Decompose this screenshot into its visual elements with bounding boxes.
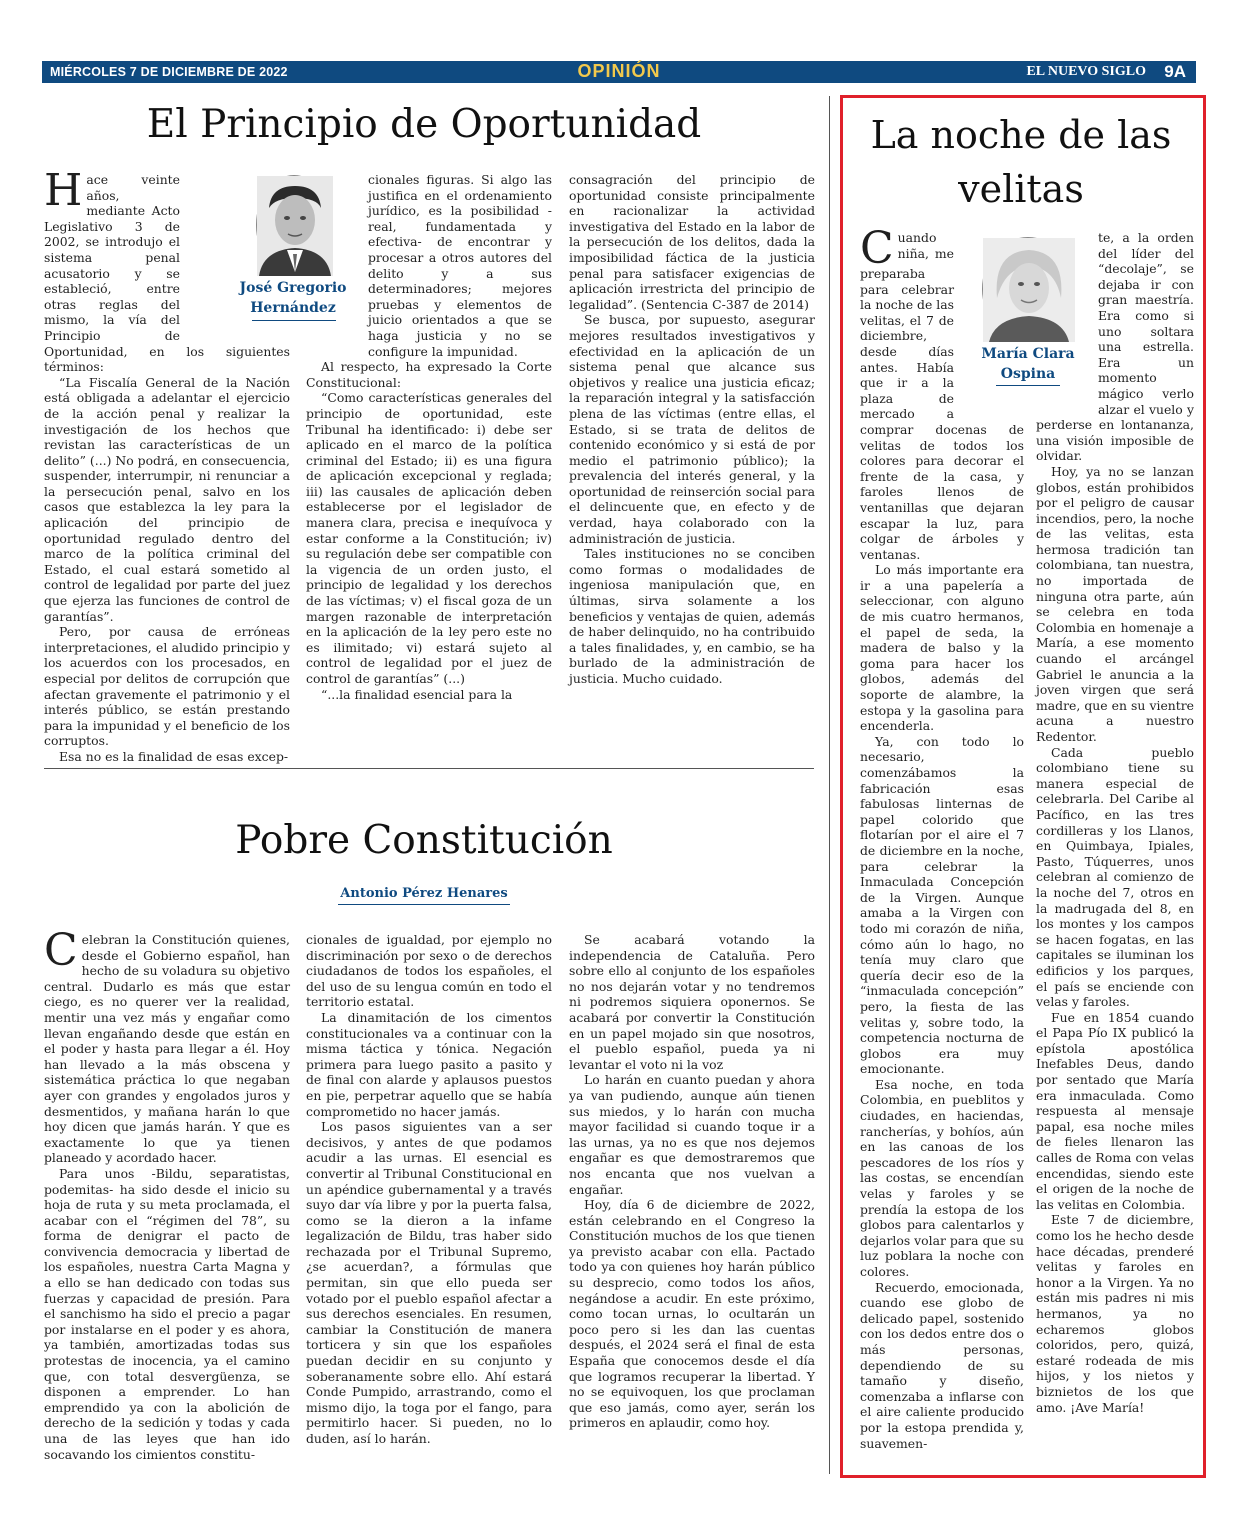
page-number: 9A — [1164, 62, 1186, 81]
paragraph: Recuerdo, emocionada, cuando ese globo de delicado papel, sostenido con los dedos entre dos o más personas, dependiendo de su tamaño y diseño, comenzaba a inflarse con el aire caliente producido por la estopa prendida y, suavemen- — [860, 1279, 1024, 1451]
drop-cap: C — [44, 925, 78, 976]
paragraph: Tales instituciones no se conciben como formas o modalidades de ingeniosa manipulación que, en últimas, sirva solamente a los beneficios y ventajas de quien, además de haber delinquido, no ha contribuido a tales finalidades, y, en cambio, se ha burlado de la administración de justicia. Mucho cuidado. — [569, 546, 815, 686]
paragraph: Cada pueblo colombiano tiene su manera especial de celebrarla. Del Caribe al Pacífico, en las tres cordilleras y los Llanos, en Quimbaya, Ipiales, Pasto, Túquerres, unos celebran al comienzo de la noche del 7, otros en la madrugada del 8, en los montes y los campos se hacen fogatas, en las capitales se iluminan los edificios y los parques, el país se enciende con velas y faroles. — [1036, 744, 1194, 1010]
newspaper-name: EL NUEVO SIGLO — [1026, 64, 1146, 79]
paragraph: Fue en 1854 cuando el Papa Pío IX publicó la epístola apostólica Inefables Deus, dando por sentado que María era inmaculada. Como respuesta al mensaje papal, esa noche miles de fieles llenaron las calles de Roma con velas encendidas, siendo este el origen de la noche de las velitas en Colombia. — [1036, 1009, 1194, 1212]
paragraph: Al respecto, ha expresado la Corte Constitucional: — [306, 359, 552, 390]
article3-column-1 — [860, 223, 1024, 1466]
article2-column-2 — [306, 932, 552, 1474]
paragraph: cionales de igualdad, por ejemplo no discriminación por sexo o de derechos ciudadanos de todos los españoles, el del uso de su lengua común en todo el territorio estatal. — [306, 932, 552, 1010]
paragraph: Se busca, por supuesto, asegurar mejores resultados investigativos y efectividad en la aplicación de un sistema penal que alcance sus objetivos y realice una justicia eficaz; la reparación integral y la satisfacción plena de las víctimas (entre ellas, el Estado, si se trata de delitos de contenido económico y si está de por medio el patrimonio público); la prevalencia del interés general, y la oportunidad de reinserción social para el delincuente que, en efecto y de verdad, haya colaborado con la administración de justicia. — [569, 312, 815, 546]
paragraph: Hoy, ya no se lanzan globos, están prohibidos por el peligro de causar incendios, pero, la noche de las velitas, esta hermosa tradición tan colombiana, tan nuestra, no importada de ninguna otra parte, aún se celebra en toda Colombia en homenaje a María, a ese momento cuando el arcángel Gabriel le anuncia a la joven virgen que será madre, que en su vientre acuna a nuestro Redentor. — [1036, 463, 1194, 744]
article1-column-1 — [44, 165, 290, 764]
article-title: El Principio de Oportunidad — [146, 102, 702, 147]
author-byline: José Gregorio Hernández — [239, 280, 347, 316]
author-byline: María Clara Ospina — [981, 346, 1075, 382]
paragraph: Lo más importante era ir a una papelería a seleccionar, con alguno de mis cuatro hermanos, el papel de seda, la madera de balso y la goma para hacer los globos, además del soporte de alambre, la estopa y la gasolina para encenderla. — [860, 562, 1024, 734]
paragraph: cionales figuras. Si algo las justifica en el ordenamiento jurídico, es la posibilidad -real, fundamentada y efectiva- de encontrar y procesar a otros autores del delito y a sus determinadores; mejores pruebas y elementos de juicio orientados a que se haga justicia y no se configure la impunidad. — [368, 172, 552, 359]
drop-cap: H — [44, 165, 83, 216]
paragraph: “La Fiscalía General de la Nación está obligada a adelantar el ejercicio de la acción penal y realizar la investigación de los hechos que revistan las características de un delito” (...) No podrá, en consecuencia, suspender, interrumpir, ni renunciar a la persecución penal, salvo en los casos que establezca la ley para la aplicación del principio de oportunidad regulado dentro del marco de la política criminal del Estado, el cual estará sometido al control de legalidad por parte del juez que ejerza las funciones de control de garantías”. — [44, 374, 290, 624]
article-divider — [44, 768, 814, 769]
byline-underline — [338, 904, 510, 905]
paragraph: consagración del principio de oportunidad consiste principalmente en racionalizar la actividad investigativa del Estado en la labor de la persecución de los delitos, dada la imposibilidad fáctica de la justicia penal para satisfacer exigencias de aplicación irrestricta del principio de legalidad”. (Sentencia C-387 de 2014) — [569, 172, 815, 312]
article2-column-3 — [569, 932, 815, 1474]
paragraph: Hace veinte años, mediante Acto Legislativo 3 de 2002, se introdujo el sistema penal acusatorio y se estableció, entre otras reglas del mismo, la vía del Principio de Oportunidad, en los siguientes términos: — [44, 165, 290, 375]
paragraph: Ya, con todo lo necesario, comenzábamos la fabricación esas fabulosas linternas de papel colorido que flotarían por el aire el 7 de diciembre en la noche, para celebrar la Inmaculada Concepción de la Virgen. Aunque amaba a la Virgen con todo mi corazón de niña, cómo aún lo hago, no tenía muy claro que quería decir eso de la “inmaculada concepción” pero, la fiesta de las velitas y, sobre todo, la competencia nocturna de globos era muy emocionante. — [860, 733, 1024, 1077]
paragraph: Esa no es la finalidad de esas excep- — [59, 748, 289, 764]
paragraph: Pero, por causa de erróneas interpretaciones, el aludido principio y los acuerdos con los procesados, en especial por delitos de corrupción que afectan gravemente el patrimonio y el interés público, se están prestando para la impunidad y el beneficio de los corruptos. — [44, 624, 290, 749]
paragraph: Lo harán en cuanto puedan y ahora ya van pudiendo, aunque aún tienen sus miedos, y lo harán con mucha mayor facilidad si cuando toque ir a las urnas, ya no es que nos dejemos engañar es que demostraremos que nos encanta que nos vuelvan a engañar. — [569, 1072, 815, 1197]
section-title: OPINIÓN — [577, 61, 661, 81]
drop-cap: C — [860, 223, 894, 274]
paragraph: Los pasos siguientes van a ser decisivos, y antes de que podamos acudir a las urnas. El esencial es convertir al Tribunal Constitucional en un apéndice gubernamental y a través suyo dar vía libre y por la puerta falsa, como se la dieron a la infame legalización de Bildu, tras haber sido rechazada por el Tribunal Supremo, ¿se acuerdan?, a fórmulas que permitan, sin que ello pueda ser votado por el pueblo español afectar a sus derechos esenciales. En resumen, cambiar la Constitución de manera torticera y sin que los españoles puedan decidir en su conjunto y soberanamente sobre ello. Ahí estará Conde Pumpido, arrastrando, como el mismo dijo, la toga por el fango, para permitirlo hacer. Si pueden, no lo duden, así lo harán. — [306, 1119, 552, 1446]
paragraph: Se acabará votando la independencia de Cataluña. Pero sobre ello al conjunto de los españoles no nos dejarán votar y no tendremos ni podremos siquiera oponernos. Se acabará por convertir la Constitución en un papel mojado sin que nosotros, el pueblo español, pueda ya ni levantar el voto ni la voz — [569, 932, 815, 1072]
column-divider — [829, 96, 830, 1474]
article2-column-1 — [44, 925, 290, 1474]
article-title: Pobre Constitución — [235, 818, 613, 863]
paragraph: Para unos -Bildu, separatistas, podemitas- ha sido desde el inicio su hoja de ruta y su meta proclamada, el acabar con el “régimen del 78”, su forma de denigrar el pacto de convivencia democracia y libertad de los españoles, nuestra Carta Magna y a ello se han dedicado con todas sus fuerzas y capacidad de presión. Para el sanchismo ha sido el precio a pagar por instalarse en el poder y es ahora, ya también, amortizadas todas sus protestas de inocencia, ya el camino que, con total desvergüenza, se disponen a emprender. Lo han emprendido ya con la abolición de derecho de la sedición y todas y cada una de las leyes que han ido socavando los cimientos constitu- — [44, 1165, 290, 1462]
paragraph: La dinamitación de los cimentos constitucionales va a continuar con la misma táctica y tónica. Negación primera para luego pasito a pasito y de final con alarde y aplausos puestos en pie, perpetrar aquello que se había comprometido no hacer jamás. — [306, 1009, 552, 1119]
paragraph: Este 7 de diciembre, como los he hecho desde hace décadas, prenderé velitas y faroles en honor a la Virgen. Ya no están mis padres ni mis hermanos, ya no echaremos globos coloridos, pero, quizá, estaré rodeada de mis hijos, y los nietos y biznietos de los que amo. ¡Ave María! — [1036, 1212, 1194, 1415]
paragraph: Cuando niña, me preparaba para celebrar la noche de las velitas, el 7 de diciembre, desde días antes. Había que ir a la plaza de mercado a comprar docenas de velitas de todos los colores para decorar el frente de la casa, y faroles llenos de ventanillas que dejaran escapar la luz, para colgar de árboles y ventanas. — [860, 223, 1024, 562]
paragraph: Esa noche, en toda Colombia, en pueblitos y ciudades, en haciendas, rancherías, y bohíos, aún en las canoas de los pescadores de los ríos y las costas, se encendían velas y faroles y se prendía la estopa de los globos para calentarlos y dejarlos volar para que su luz poblara la noche con colores. — [860, 1076, 1024, 1279]
paragraph: “Como características generales del principio de oportunidad, este Tribunal ha identificado: i) debe ser aplicado en el marco de la política criminal del Estado; ii) es una figura de aplicación excepcional y reglada; iii) las causales de aplicación deben establecerse por el legislador de manera clara, precisa e inequívoca y estar conforme a la Constitución; iv) su regulación debe ser compatible con la vigencia de un orden justo, el principio de legalidad y los derechos de las víctimas; v) el fiscal goza de un margen razonable de interpretación en la aplicación de la ley pero este no es ilimitado; vi) estará sujeto al control de legalidad por el juez de control de garantías” (...) — [306, 390, 552, 686]
article1-column-2 — [306, 172, 552, 732]
paragraph: te, a la orden del líder del “decolaje”, se dejaba ir con gran maestría. Era como si uno soltara una estrella. Era un momento mágico verlo alzar el vuelo y perderse en lontananza, una visión imposible de olvidar. — [1036, 230, 1194, 464]
article1-column-3 — [569, 172, 815, 732]
header-bar — [42, 61, 1196, 83]
article-title: La noche de las velitas — [870, 113, 1172, 211]
paragraph: Hoy, día 6 de diciembre de 2022, están celebrando en el Congreso la Constitución muchos de los que tienen ya previsto acabar con ella. Pactado todo ya con quienes hoy harán público su desprecio, como todos los años, negándose a acudir. En este próximo, como tocan urnas, lo ocultarán un poco pero si les dan las cuentas después, el 2024 será el final de esta España que conocemos desde el día que logramos recuperar la libertad. Y no se equivoquen, los que proclaman que eso jamás, como ayer, serán los primeros en aplaudir, como hoy. — [569, 1197, 815, 1431]
article3-column-2 — [1036, 230, 1194, 1466]
author-byline: Antonio Pérez Henares — [340, 886, 508, 901]
paragraph: Celebran la Constitución quienes, desde el Gobierno español, han hecho de su voladura su objetivo central. Dudarlo es más que estar ciego, es no querer ver la realidad, mentir una vez más y engañar como llevan engañando desde que están en el poder y hasta para llegar a él. Hoy han llevado a la más obscena y sistemática práctica lo que negaban ayer con grandes y engolados juros y desmentidos, y mañana harán lo que hoy dicen que jamás harán. Y que es exactamente lo que ya tienen planeado y acordado hacer. — [44, 925, 290, 1166]
paragraph: “...la finalidad esencial para la — [321, 686, 513, 702]
header-date: MIÉRCOLES 7 DE DICIEMBRE DE 2022 — [50, 65, 288, 79]
